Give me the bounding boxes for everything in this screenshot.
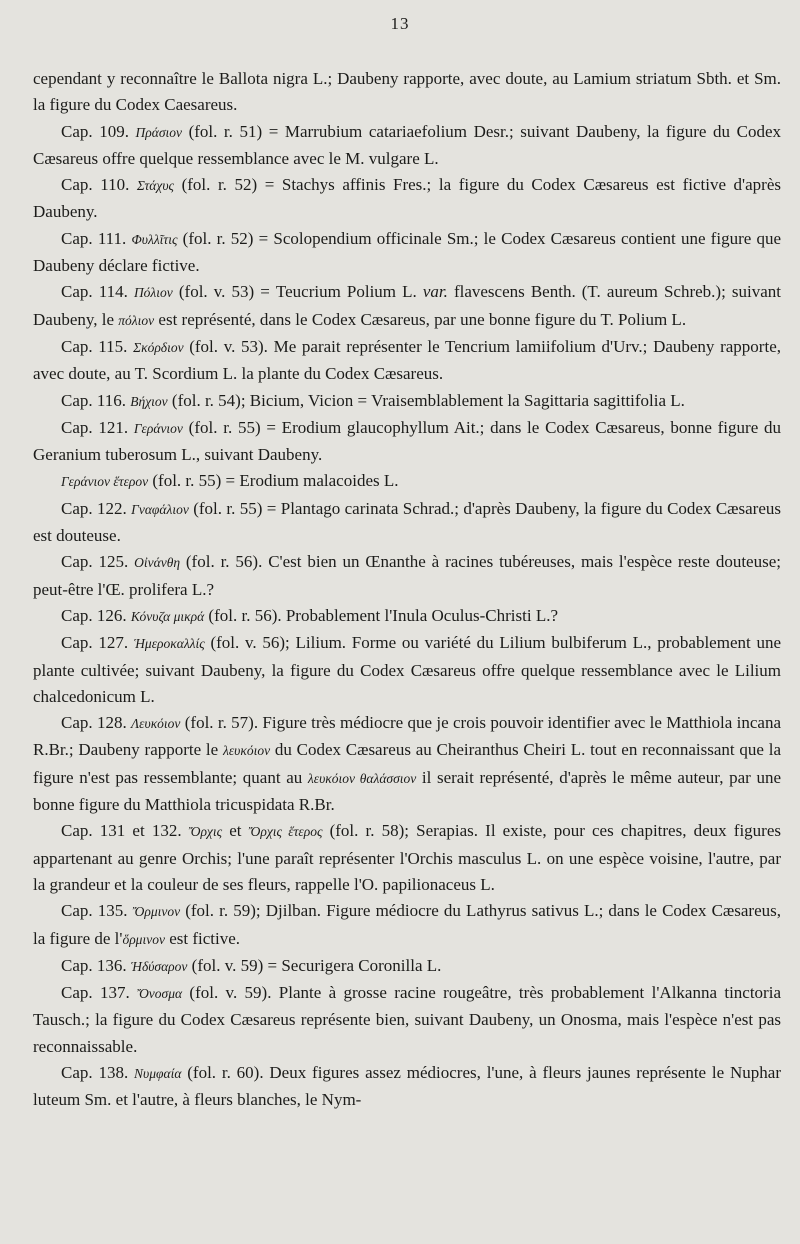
paragraph: [33, 66, 781, 119]
page-number: 13: [390, 14, 410, 33]
greek-term: Γναφάλιον: [131, 501, 189, 517]
greek-term: Σκόρδιον: [133, 339, 184, 355]
text-segment: Cap. 121.: [61, 417, 134, 437]
text-segment: (fol. r. 55) = Erodium malacoides L.: [148, 471, 399, 491]
text-segment: (fol. r. 51) = Marrubium catariaefolium Desr.; suivant Daubeny, la figure du Codex Cæsareus offre quelque ressemblance avec le M. vulgare L.: [33, 121, 781, 168]
paragraph: [33, 119, 781, 173]
paragraph: [33, 898, 781, 953]
text-segment: (fol. r. 52) = Scolopendium officinale Sm.; le Codex Cæsareus contient une figure que Daubeny déclare fictive.: [33, 228, 782, 276]
text-segment: (fol. r. 54); Bicium, Vicion = Vraisemblablement la Sagittaria sagittifolia L.: [167, 390, 685, 410]
paragraph: [33, 603, 781, 630]
greek-term: λευκόιον θαλάσσιον: [307, 770, 417, 786]
greek-term: ὅρμινον: [122, 931, 165, 947]
greek-term: Πόλιον: [133, 285, 173, 301]
text-segment: du Codex Cæsareus au Cheiranthus Cheiri L. tout en reconnaissant que la figure n'est pas ressemblante; quant au: [33, 740, 781, 787]
text-segment: (fol. r. 59); Djilban. Figure médiocre du Lathyrus sativus L.; dans le Codex Cæsareus, la figure de l': [33, 901, 781, 948]
paragraph: [33, 468, 781, 495]
text-segment: Cap. 136.: [61, 955, 131, 975]
text-segment: Cap. 128.: [61, 713, 132, 733]
text-segment: Cap. 137.: [61, 983, 138, 1003]
text-segment: Cap. 110.: [61, 175, 137, 195]
text-segment: (fol. v. 53). Me parait représenter le Tencrium lamiifolium d'Urv.; Daubeny rapporte, avec doute, au T. Scordium L. la plante du Codex Cæsareus.: [33, 336, 781, 384]
text-segment: est représenté, dans le Codex Cæsareus, par une bonne figure du T. Polium L.: [154, 309, 687, 329]
greek-term: Πράσιον: [135, 124, 182, 140]
paragraph: [33, 334, 781, 388]
greek-term: Γεράνιον: [133, 420, 183, 436]
text-segment: et: [222, 821, 249, 841]
greek-term: Ὄρμινον: [132, 904, 181, 920]
text-segment: est fictive.: [164, 928, 241, 948]
greek-term: Φυλλῖτις: [131, 231, 178, 247]
greek-term: Στάχυς: [136, 178, 174, 194]
text-segment: Cap. 135.: [61, 901, 133, 921]
paragraph: [33, 496, 781, 550]
greek-term: Γεράνιον ἕτερον: [61, 474, 149, 490]
body-text: [33, 66, 781, 1114]
paragraph: [33, 415, 781, 469]
greek-term: Κόνυζα μικρά: [130, 608, 205, 624]
text-segment: Cap. 115.: [61, 336, 134, 356]
text-segment: Cap. 125.: [61, 552, 135, 572]
paragraph: [33, 172, 781, 226]
text-segment: (fol. v. 59) = Securigera Coronilla L.: [187, 955, 442, 975]
greek-term: Λευκόιον: [131, 716, 181, 732]
text-segment: flavescens Benth. (T. aureum Schreb.); suivant Daubeny, le: [33, 282, 781, 329]
paragraph: [33, 279, 781, 334]
paragraph: [33, 953, 781, 980]
paragraph: [33, 226, 781, 280]
greek-term: Βήχιον: [130, 393, 168, 409]
text-segment: (fol. v. 53) = Teucrium Polium L.: [172, 282, 423, 302]
text-segment: (fol. r. 55) = Erodium glaucophyllum Ait.; dans le Codex Cæsareus, bonne figure du Geranium tuberosum L., suivant Daubeny.: [33, 417, 781, 465]
greek-term: Ὄνοσμα: [137, 986, 183, 1002]
greek-term: Ὄρχις: [188, 824, 223, 840]
paragraph: [33, 980, 781, 1060]
text-segment: (fol. r. 55) = Plantago carinata Schrad.; d'après Daubeny, la figure du Codex Cæsareus est douteuse.: [33, 498, 781, 546]
paragraph: [33, 710, 781, 818]
text-segment: Cap. 131 et 132.: [61, 821, 189, 841]
text-segment: Cap. 126.: [61, 605, 131, 625]
greek-term: Ἡδύσαρον: [130, 958, 188, 974]
greek-term: λευκόιον: [222, 743, 271, 759]
text-segment: (fol. r. 60). Deux figures assez médiocres, l'une, à fleurs jaunes représente le Nuphar luteum Sm. et l'autre, à fleurs blanches, le Nym-: [33, 1062, 782, 1110]
text-segment: Cap. 116.: [61, 390, 131, 410]
paragraph: [33, 549, 781, 603]
paragraph: [33, 388, 781, 415]
text-segment: (fol. r. 57). Figure très médiocre que je crois pouvoir identifier avec le Matthiola incana R.Br.; Daubeny rapporte le: [33, 713, 782, 760]
text-segment: (fol. v. 56); Lilium. Forme ou variété du Lilium bulbiferum L., probablement une plante cultivée; suivant Daubeny, la figure du Codex Cæsareus offre quelque ressemblance avec le Lilium chalcedonicum L.: [33, 633, 781, 706]
greek-term: Οἰνάνθη: [134, 555, 181, 571]
text-segment: Cap. 138.: [61, 1062, 135, 1082]
text-segment: Cap. 111.: [61, 228, 132, 248]
text-segment: Cap. 127.: [61, 633, 134, 653]
paragraph: [33, 1060, 781, 1114]
text-segment: Cap. 114.: [61, 282, 134, 302]
text-segment: (fol. r. 52) = Stachys affinis Fres.; la figure du Codex Cæsareus est fictive d'après Daubeny.: [33, 175, 781, 222]
text-segment: (fol. v. 59). Plante à grosse racine rougeâtre, très probablement l'Alkanna tinctoria Tausch.; la figure du Codex Cæsareus représente bien, suivant Daubeny, un Onosma, mais l'espèce n'est pas reconnaissable.: [33, 983, 781, 1056]
greek-term: Ἡμεροκαλλίς: [133, 636, 205, 652]
text-segment: (fol. r. 56). C'est bien un Œnanthe à racines tubéreuses, mais l'espèce reste douteuse; peut-être l'Œ. prolifera L.?: [33, 552, 781, 599]
text-segment: (fol. r. 58); Serapias. Il existe, pour ces chapitres, deux figures appartenant au genre Orchis; l'une paraît représenter l'Orchis masculus L. on une espèce voisine, l'autre, par la grandeur et la couleur de ses fleurs, rappelle l'O. papilionaceus L.: [33, 821, 781, 894]
text-segment: Cap. 109.: [61, 121, 136, 141]
text-segment: (fol. r. 56). Probablement l'Inula Oculus-Christi L.?: [204, 605, 559, 625]
greek-term: Νυμφαία: [134, 1065, 182, 1081]
greek-term: πόλιον: [118, 312, 155, 328]
italic-text: var.: [422, 282, 448, 302]
text-segment: cependant y reconnaître le Ballota nigra L.; Daubeny rapporte, avec doute, au Lamium striatum Sbth. et Sm. la figure du Codex Caesareus.: [33, 69, 781, 115]
paragraph: [33, 818, 781, 898]
greek-term: Ὄρχις ἕτερος: [248, 824, 323, 840]
text-segment: Cap. 122.: [61, 498, 132, 518]
paragraph: [33, 630, 781, 710]
text-segment: il serait représenté, d'après le même auteur, par une bonne figure du Matthiola tricuspidata R.Br.: [33, 767, 781, 815]
